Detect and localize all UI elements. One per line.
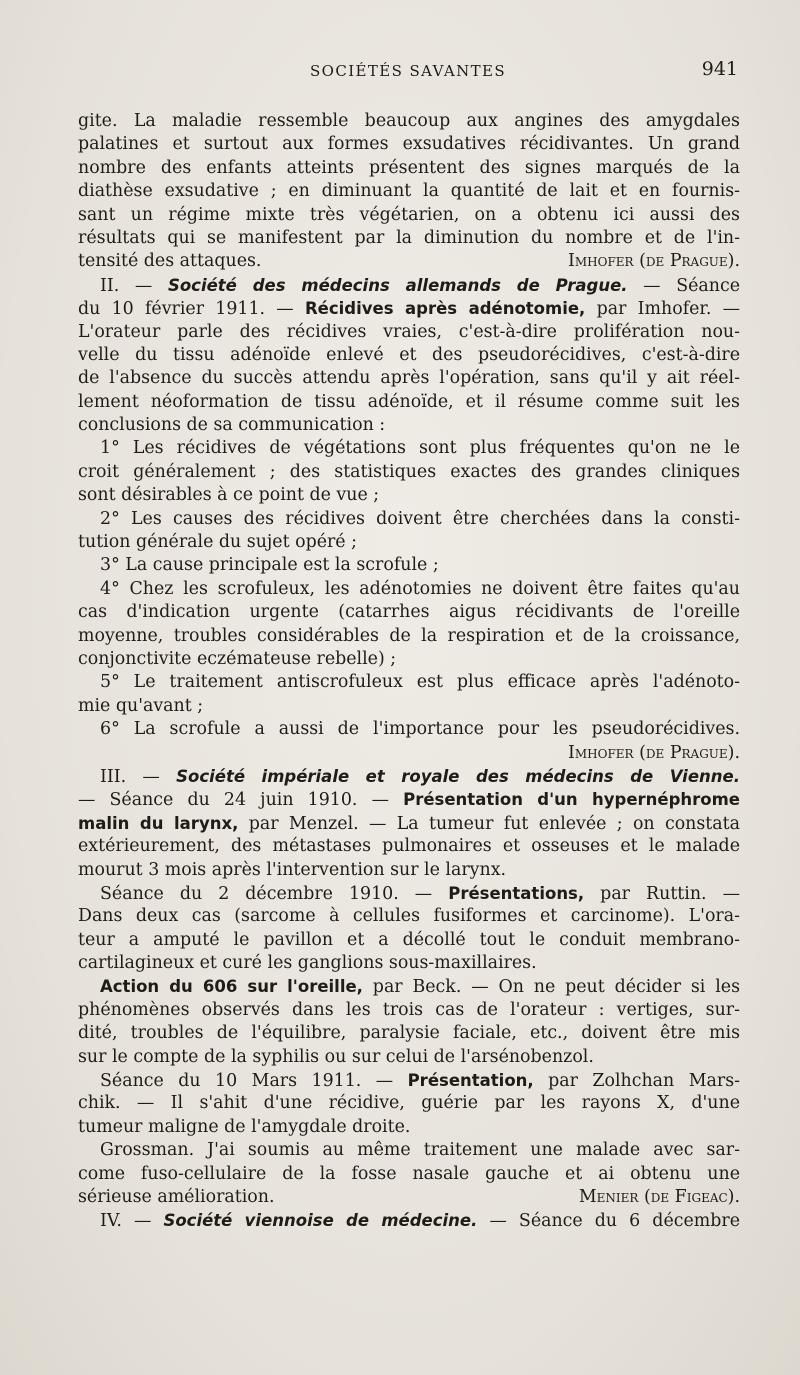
- text-line: Dans deux cas (sarcome à cellules fusiformes et carcinome). L'ora-: [78, 906, 740, 927]
- text-line: [78, 1069, 740, 1092]
- text-line: [78, 788, 740, 811]
- line-text: par Zolhchan Mars-: [533, 1071, 740, 1092]
- section-number: III. —: [100, 766, 177, 787]
- text-line: velle du tissu adénoïde enlevé et des pseudorécidives, c'est-à-dire: [78, 344, 740, 365]
- text-line: nombre des enfants atteints présentent des signes marqués de la: [78, 157, 740, 178]
- section-number: II. —: [100, 275, 168, 296]
- text-line: moyenne, troubles considérables de la respiration et de la croissance,: [78, 625, 740, 646]
- author-signature: Menier (de Figeac).: [578, 1186, 740, 1207]
- line-text: par Menzel. — La tumeur fut enlevée ; on constata: [238, 813, 740, 834]
- text-line: come fuso-cellulaire de la fosse nasale gauche et ai obtenu une: [78, 1163, 740, 1184]
- line-text: — Séance: [627, 275, 740, 296]
- line-text: — Séance du 6 décembre: [477, 1211, 740, 1232]
- line-text: tensité des attaques.: [78, 251, 262, 272]
- text-line: 4° Chez les scrofuleux, les adénotomies ne doivent être faites qu'au: [100, 578, 740, 599]
- text-line: cas d'indication urgente (catarrhes aigus récidivants de l'oreille: [78, 602, 740, 623]
- text-line: 5° Le traitement antiscrofuleux est plus efficace après l'adénoto-: [100, 672, 740, 693]
- text-line: Grossman. J'ai soumis au même traitement une malade avec sar-: [100, 1140, 740, 1161]
- text-line: cartilagineux et curé les ganglions sous-maxillaires.: [78, 953, 537, 974]
- text-line: diathèse exsudative ; en diminuant la quantité de lait et en fournis-: [78, 181, 740, 202]
- section-number: IV. —: [100, 1211, 164, 1232]
- text-line: phénomènes observés dans les trois cas de l'orateur : vertiges, sur-: [78, 999, 740, 1020]
- text-line: 3° La cause principale est la scrofule ;: [100, 555, 439, 576]
- text-line: [78, 812, 740, 835]
- page-header: [78, 58, 738, 88]
- section-heading-line: [78, 765, 740, 788]
- line-text: par Imhofer. —: [585, 299, 740, 320]
- body-text: [78, 110, 740, 1233]
- section-heading-line: [78, 274, 740, 297]
- text-line: palatines et surtout aux formes exsudatives récidivantes. Un grand: [78, 134, 740, 155]
- text-line: extérieurement, des métastases pulmonaires et osseuses et le malade: [78, 836, 740, 857]
- author-signature: Imhofer (de Prague).: [568, 742, 740, 763]
- society-name: Société impériale et royale des médecins de Vienne.: [176, 766, 740, 786]
- communication-title: Action du 606 sur l'oreille,: [100, 977, 363, 997]
- text-line: croit généralement ; des statistiques exactes des grandes cliniques: [78, 461, 740, 482]
- page-number: 941: [701, 58, 738, 80]
- text-line: teur a amputé le pavillon et a décollé tout le conduit membrano-: [78, 929, 740, 950]
- text-line: [78, 297, 740, 320]
- communication-title: malin du larynx,: [78, 813, 239, 833]
- line-text: sérieuse amélioration.: [78, 1186, 275, 1207]
- text-line: [78, 882, 740, 905]
- text-line: lement néoformation de tissu adénoïde, et il résume comme suit les: [78, 391, 740, 412]
- society-name: Société des médecins allemands de Prague.: [167, 275, 628, 295]
- section-heading-line: [78, 1209, 740, 1232]
- text-line: gite. La maladie ressemble beaucoup aux angines des amygdales: [78, 111, 740, 131]
- text-line: mie qu'avant ;: [78, 695, 204, 716]
- text-line: mourut 3 mois après l'intervention sur le larynx.: [78, 859, 507, 880]
- text-line: de l'absence du succès attendu après l'opération, sans qu'il y ait réel-: [78, 368, 740, 389]
- text-line: résultats qui se manifestent par la diminution du nombre et de l'in-: [78, 227, 740, 248]
- text-line: dité, troubles de l'équilibre, paralysie faciale, etc., doivent être mis: [78, 1023, 740, 1044]
- text-line: sur le compte de la syphilis ou sur celui de l'arsénobenzol.: [78, 1046, 594, 1067]
- line-text: par Beck. — On ne peut décider si les: [362, 977, 740, 998]
- text-line: sont désirables à ce point de vue ;: [78, 485, 380, 506]
- text-line: conclusions de sa communication :: [78, 415, 386, 436]
- communication-title: Présentation,: [407, 1071, 534, 1091]
- communication-title: Présentations,: [448, 883, 585, 903]
- line-text: — Séance du 24 juin 1910. —: [78, 790, 404, 811]
- line-text: Séance du 10 Mars 1911. —: [100, 1071, 408, 1092]
- line-text: du 10 février 1911. —: [78, 299, 305, 320]
- communication-title: Récidives après adénotomie,: [304, 299, 586, 319]
- text-line: conjonctivite eczémateuse rebelle) ;: [78, 648, 397, 669]
- society-name: Société viennoise de médecine.: [163, 1211, 478, 1231]
- text-line: tution générale du sujet opéré ;: [78, 532, 357, 553]
- text-line: chik. — Il s'ahit d'une récidive, guérie par les rayons X, d'une: [78, 1093, 740, 1114]
- text-line: [78, 250, 740, 273]
- text-line: sant un régime mixte très végétarien, on a obtenu ici aussi des: [78, 204, 740, 225]
- text-line: 2° Les causes des récidives doivent être cherchées dans la consti-: [100, 508, 740, 529]
- text-line: L'orateur parle des récidives vraies, c'est-à-dire prolifération nou-: [78, 321, 740, 342]
- text-line: [78, 742, 740, 765]
- author-signature: Imhofer (de Prague).: [568, 251, 740, 272]
- text-line: [78, 1186, 740, 1209]
- text-line: 1° Les récidives de végétations sont plus fréquentes qu'on ne le: [100, 438, 740, 459]
- communication-title: Présentation d'un hypernéphrome: [403, 790, 740, 810]
- text-line: tumeur maligne de l'amygdale droite.: [78, 1116, 411, 1137]
- line-text: par Ruttin. —: [584, 883, 740, 904]
- text-line: 6° La scrofule a aussi de l'importance pour les pseudorécidives.: [100, 719, 740, 740]
- line-text: Séance du 2 décembre 1910. —: [100, 883, 449, 904]
- text-line: [78, 975, 740, 998]
- running-head: SOCIÉTÉS SAVANTES: [309, 62, 507, 80]
